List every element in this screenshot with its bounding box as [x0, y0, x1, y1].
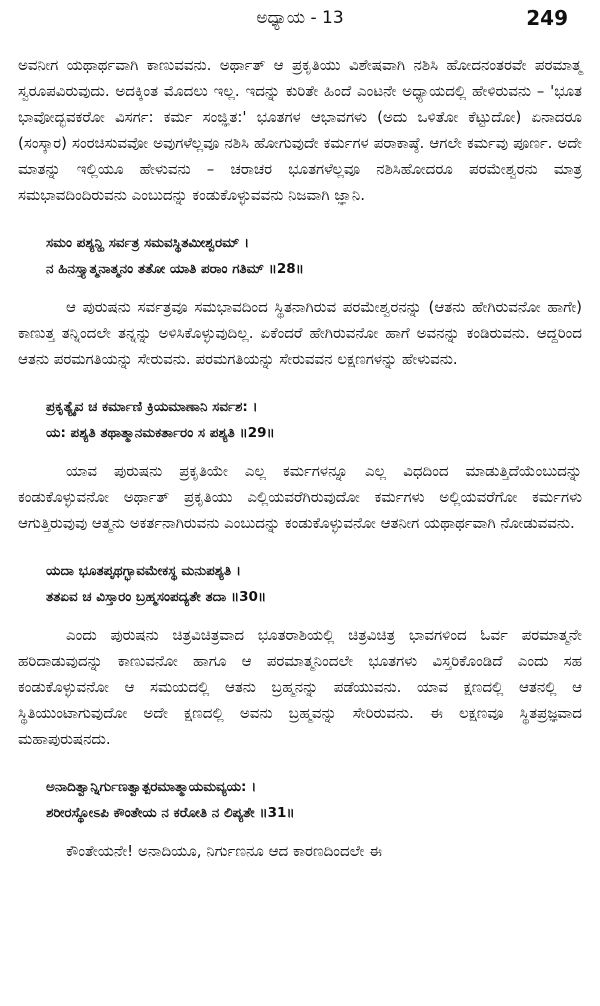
verse-block [18, 394, 582, 446]
verse-line: ತತಏವ ಚ ವಿಸ್ತಾರಂ ಬ್ರಹ್ಮಸಂಪದ್ಯತೇ ತದಾ ॥30॥ [46, 589, 267, 605]
paragraph: ಎಂದು ಪುರುಷನು ಚಿತ್ರವಿಚಿತ್ರವಾದ ಭೂತರಾಶಿಯಲ್ಲಿ ಚಿತ್ರವಿಚಿತ್ರ ಭಾವಗಳಿಂದ ಓರ್ವ ಪರಮಾತ್ಮನೇ ಹರಿದಾಡುವುದನ್ನು ಕಾಣುವನೋ ಹಾಗೂ ಆ ಪರಮಾತ್ಮನಿಂದಲೇ ಭೂತಗಳು ವಿಸ್ತರಿಕೊಂಡಿದೆ ಎಂದು ಸಹ ಕಂಡುಕೊಳ್ಳುವನೋ ಆ ಸಮಯದಲ್ಲಿ ಆತನು ಬ್ರಹ್ಮನನ್ನು ಪಡೆಯುವನು. ಯಾವ ಕ್ಷಣದಲ್ಲಿ ಆತನಲ್ಲಿ ಆ ಸ್ಥಿತಿಯುಂಟಾಗುವುದೋ ಅದೇ ಕ್ಷಣದಲ್ಲಿ ಅವನು ಬ್ರಹ್ಮವನ್ನು ಸೇರಿರುವನು. ಈ ಲಕ್ಷಣವೂ ಸ್ಥಿತಪ್ರಜ್ಞವಾದ ಮಹಾಪುರುಷನದು. [18, 626, 582, 748]
chapter-heading: ಅಧ್ಯಾಯ - 13 [256, 8, 344, 28]
verse-line: ಶರೀರಸ್ಥೋಽಪಿ ಕೌಂತೇಯ ನ ಕರೋತಿ ನ ಲಿಪ್ಯತೇ ॥31॥ [46, 805, 295, 821]
paragraph: ಆ ಪುರುಷನು ಸರ್ವತ್ರವೂ ಸಮಭಾವದಿಂದ ಸ್ಥಿತನಾಗಿರುವ ಪರಮೇಶ್ವರನನ್ನು (ಆತನು ಹೇಗಿರುವನೋ ಹಾಗೇ) ಕಾಣುತ್ತ ತನ್ನಿಂದಲೇ ತನ್ನನ್ನು ಅಳಿಸಿಕೊಳ್ಳುವುದಿಲ್ಲ. ಏಕೆಂದರೆ ಹೇಗಿರುವನೋ ಹಾಗೆ ಅವನನ್ನು ಕಂಡಿರುವನು. ಆದ್ದರಿಂದ ಆತನು ಪರಮಗತಿಯನ್ನು ಸೇರುವನು. ಪರಮಗತಿಯನ್ನು ಸೇರುವವನ ಲಕ್ಷಣಗಳನ್ನು ಹೇಳುವನು. [18, 298, 582, 368]
verse-line: ಸಮಂ ಪಶ್ಯನ್ಹಿ ಸರ್ವತ್ರ ಸಮವಸ್ಥಿತಮೀಶ್ವರಮ್ । [46, 235, 250, 251]
page-header [0, 6, 600, 34]
verse-line: ಅನಾದಿತ್ವಾನ್ನಿರ್ಗುಣತ್ವಾತ್ಪರಮಾತ್ಮಾಯಮವ್ಯಯ: । [46, 779, 257, 795]
paragraph: ಅವನೀಗ ಯಥಾರ್ಥವಾಗಿ ಕಾಣುವವನು. ಅರ್ಥಾತ್ ಆ ಪ್ರಕೃತಿಯು ವಿಶೇಷವಾಗಿ ನಶಿಸಿ ಹೋದನಂತರವೇ ಪರಮಾತ್ಮ ಸ್ವರೂಪವಿರುವುದು. ಅದಕ್ಕಿಂತ ಮೊದಲು ಇಲ್ಲ. ಇದನ್ನು ಕುರಿತೇ ಹಿಂದೆ ಎಂಟನೇ ಅಧ್ಯಾಯದಲ್ಲಿ ಹೇಳಿರುವನು – 'ಭೂತ ಭಾವೋದ್ಭವಕರೋ ವಿಸರ್ಗ: ಕರ್ಮ ಸಂಜ್ಞಿತ:' ಭೂತಗಳ ಆಭಾವಗಳು (ಅದು ಒಳಿತೋ ಕೆಟ್ಟುದೋ) ಏನಾದರೂ (ಸಂಸ್ಕಾರ) ಸಂರಚಿಸುವವೋ ಅವುಗಳೆಲ್ಲವೂ ನಶಿಸಿ ಹೋಗುವುದೇ ಕರ್ಮಗಳ ಪರಾಕಾಷ್ಠೆ. ಆಗಲೇ ಕರ್ಮವು ಪೂರ್ಣ. ಅದೇ ಮಾತನ್ನು ಇಲ್ಲಿಯೂ ಹೇಳುವನು – ಚರಾಚರ ಭೂತಗಳೆಲ್ಲವೂ ನಶಿಸಿಹೋದರೂ ಪರಮೇಶ್ವರನು ಮಾತ್ರ ಸಮಭಾವದಿಂದಿರುವನು ಎಂಬುದನ್ನು ಕಂಡುಕೊಳ್ಳುವವನು ನಿಜವಾಗಿ ಜ್ಞಾನಿ. [18, 56, 582, 204]
page-body [18, 52, 582, 864]
verse-line: ಯದಾ ಭೂತಪೃಥಗ್ಭಾವಮೇಕಸ್ಥ ಮನುಪಶ್ಯತಿ । [46, 563, 241, 579]
paragraph: ಯಾವ ಪುರುಷನು ಪ್ರಕೃತಿಯೇ ಎಲ್ಲ ಕರ್ಮಗಳನ್ನೂ ಎಲ್ಲ ವಿಧದಿಂದ ಮಾಡುತ್ತಿದೆಯೆಂಬುದನ್ನು ಕಂಡುಕೊಳ್ಳುವನೋ ಅರ್ಥಾತ್ ಪ್ರಕೃತಿಯು ಎಲ್ಲಿಯವರೆಗಿರುವುದೋ ಕರ್ಮಗಳು ಅಲ್ಲಿಯವರೆಗೋ ಕರ್ಮಗಳು ಆಗುತ್ತಿರುವುವು ಆತ್ಮನು ಅಕರ್ತನಾಗಿರುವನು ಎಂಬುದನ್ನು ಕಂಡುಕೊಳ್ಳುವನೋ ಆತನೀಗ ಯಥಾರ್ಥವಾಗಿ ನೋಡುವವನು. [18, 462, 582, 532]
verse-line: ಪ್ರಕೃತ್ಯೈವ ಚ ಕರ್ಮಾಣಿ ಕ್ರಿಯಮಾಣಾನಿ ಸರ್ವಶ: । [46, 399, 258, 415]
page-number: 249 [526, 6, 568, 30]
verse-line: ನ ಹಿನಸ್ತ್ಯಾತ್ಮನಾತ್ಮನಂ ತತೋ ಯಾತಿ ಪರಾಂ ಗತಿಮ್ ॥28॥ [46, 261, 304, 277]
verse-block [18, 558, 582, 610]
paragraph: ಕೌಂತೇಯನೇ! ಅನಾದಿಯೂ, ನಿರ್ಗುಣನೂ ಆದ ಕಾರಣದಿಂದಲೇ ಈ [66, 842, 383, 860]
verse-block [18, 230, 582, 282]
verse-block [18, 774, 582, 826]
verse-line: ಯ: ಪಶ್ಯತಿ ತಥಾತ್ಮಾನಮಕರ್ತಾರಂ ಸ ಪಶ್ಯತಿ ॥29॥ [46, 425, 275, 441]
